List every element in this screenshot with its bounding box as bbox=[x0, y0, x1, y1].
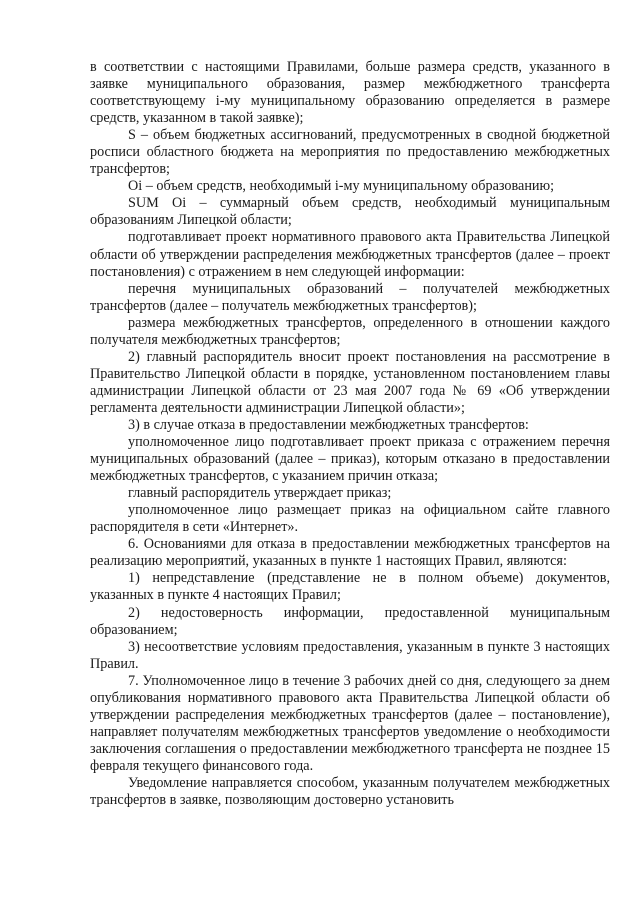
document-paragraph: Oi – объем средств, необходимый i-му муниципальному образованию; bbox=[128, 178, 555, 195]
document-paragraph: 1) непредставление (представление не в полном объеме) документов, указанных в пункте 4 настоящих Правил; bbox=[90, 570, 610, 604]
document-paragraph: 7. Уполномоченное лицо в течение 3 рабочих дней со дня, следующего за днем опубликования нормативного правового акта Правительства Липецкой области об утверждении распределения межбюджетных трансфертов (далее – постановление), направляет получателям межбюджетных трансфертов уведомление о необходимости заключения соглашения о предоставлении межбюджетного трансферта не позднее 15 февраля текущего финансового года. bbox=[90, 672, 610, 774]
document-paragraph: уполномоченное лицо подготавливает проект приказа с отражением перечня муниципальных образований (далее – приказ), которым отказано в предоставлении межбюджетных трансфертов, с указанием причин отказа; bbox=[90, 434, 610, 485]
document-paragraph: 3) несоответствие условиям предоставления, указанным в пункте 3 настоящих Правил. bbox=[90, 638, 610, 672]
document-body bbox=[90, 59, 610, 809]
document-paragraph: 2) недостоверность информации, предоставленной муниципальным образованием; bbox=[90, 604, 610, 638]
document-paragraph: SUM Oi – суммарный объем средств, необходимый муниципальным образованиям Липецкой области; bbox=[90, 195, 610, 229]
document-paragraph: в соответствии с настоящими Правилами, больше размера средств, указанного в заявке муниципального образования, размер межбюджетного трансферта соответствующему i-му муниципальному образованию определяется в размере средств, указанном в такой заявке); bbox=[90, 59, 610, 127]
document-paragraph: подготавливает проект нормативного правового акта Правительства Липецкой области об утверждении распределения межбюджетных трансфертов (далее – проект постановления) с отражением в нем следующей информации: bbox=[90, 229, 610, 280]
document-paragraph: Уведомление направляется способом, указанным получателем межбюджетных трансфертов в заявке, позволяющим достоверно установить bbox=[90, 774, 610, 809]
document-paragraph: перечня муниципальных образований – получателей межбюджетных трансфертов (далее – получатель межбюджетных трансфертов); bbox=[90, 280, 610, 314]
document-paragraph: уполномоченное лицо размещает приказ на официальном сайте главного распорядителя в сети «Интернет». bbox=[90, 502, 610, 536]
document-paragraph: главный распорядитель утверждает приказ; bbox=[128, 485, 392, 502]
document-paragraph: 6. Основаниями для отказа в предоставлении межбюджетных трансфертов на реализацию мероприятий, указанных в пункте 1 настоящих Правил, являются: bbox=[90, 536, 610, 570]
document-paragraph: 3) в случае отказа в предоставлении межбюджетных трансфертов: bbox=[128, 416, 529, 433]
document-paragraph: S – объем бюджетных ассигнований, предусмотренных в сводной бюджетной росписи областного бюджета на мероприятия по предоставлению межбюджетных трансфертов; bbox=[90, 127, 610, 178]
document-paragraph: размера межбюджетных трансфертов, определенного в отношении каждого получателя межбюджетных трансфертов; bbox=[90, 314, 610, 348]
document-paragraph: 2) главный распорядитель вносит проект постановления на рассмотрение в Правительство Липецкой области в порядке, установленном постановлением главы администрации Липецкой области от 23 мая 2007 года № 69 «Об утверждении регламента деятельности администрации Липецкой области»; bbox=[90, 348, 610, 416]
